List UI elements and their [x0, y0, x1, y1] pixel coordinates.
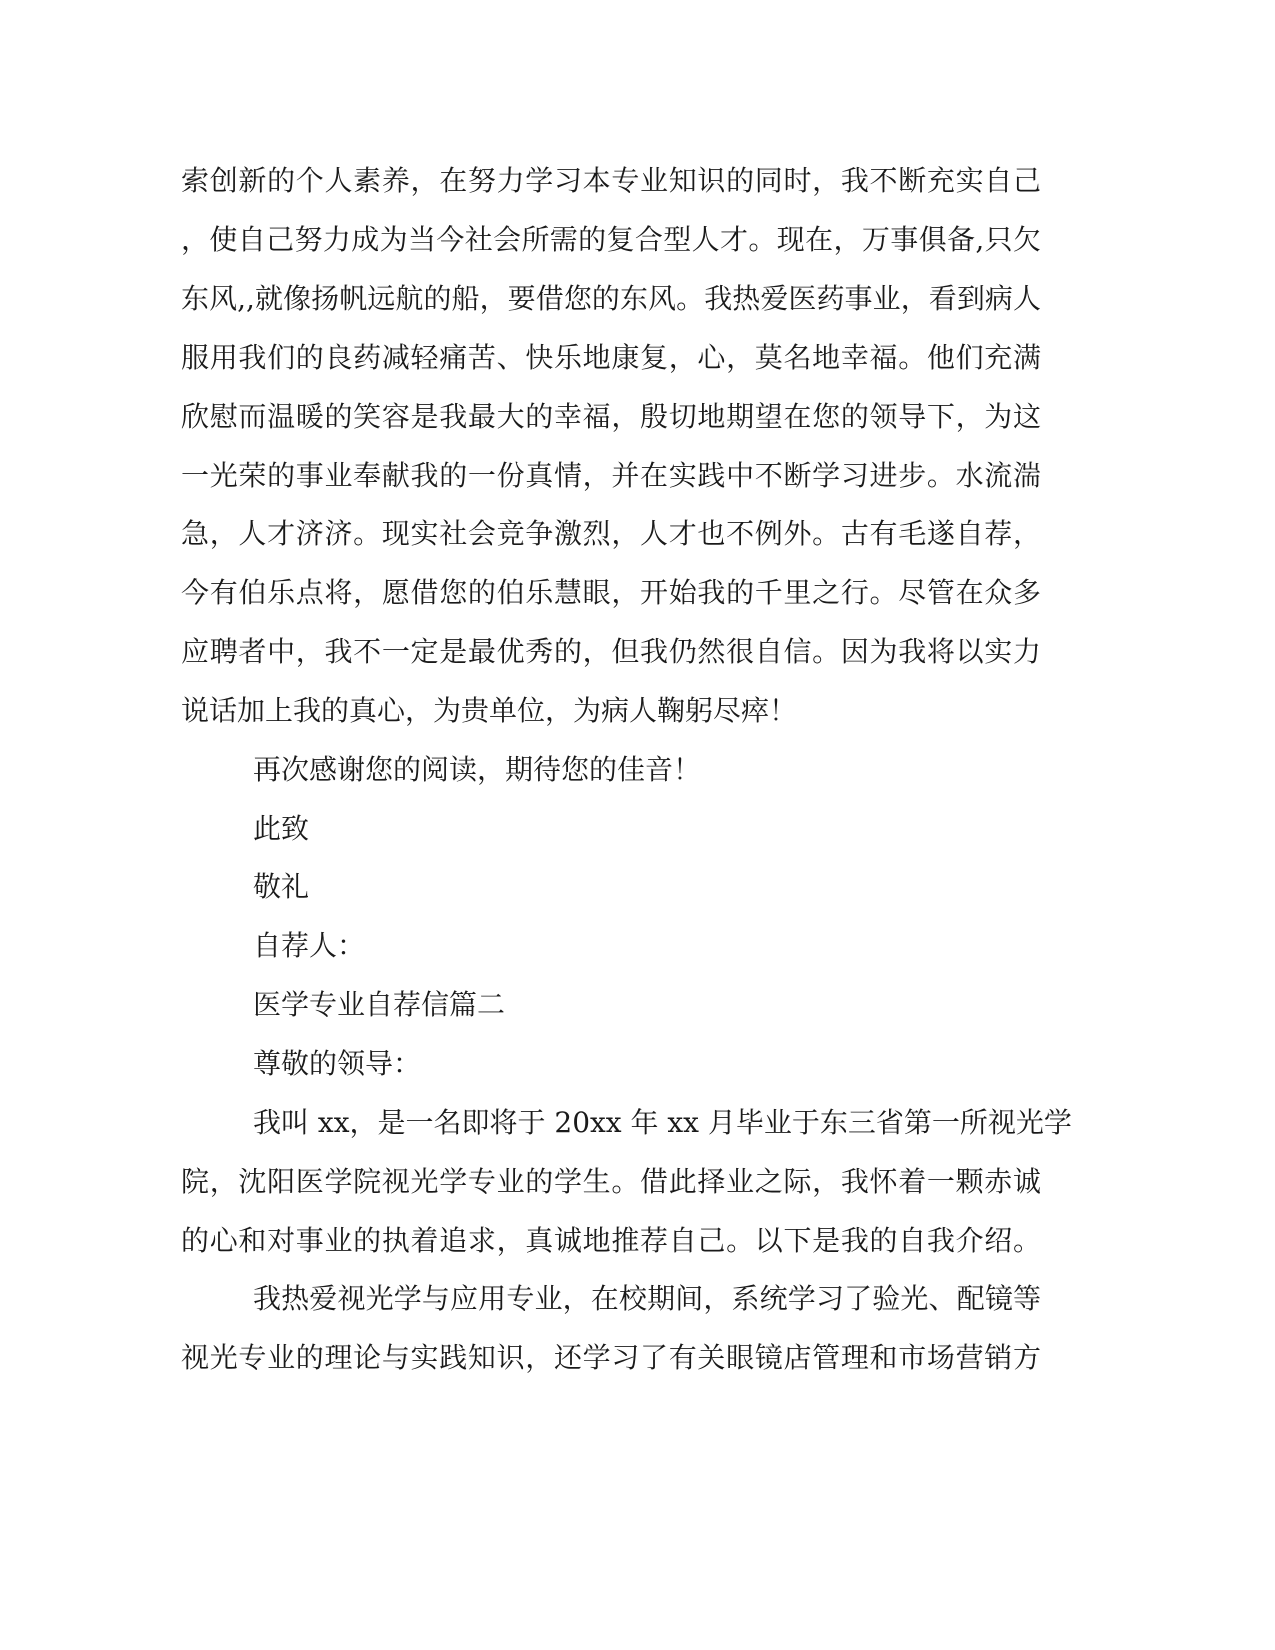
- paragraph-line: 应聘者中，我不一定是最优秀的，但我仍然很自信。因为我将以实力: [181, 635, 1041, 668]
- paragraph-line: 我热爱视光学与应用专业，在校期间，系统学习了验光、配镜等: [253, 1282, 1041, 1315]
- paragraph-line: 欣慰而温暖的笑容是我最大的幸福，殷切地期望在您的领导下，为这: [181, 400, 1041, 433]
- paragraph-line: 急，人才济济。现实社会竞争激烈，人才也不例外。古有毛遂自荐，: [181, 517, 1041, 550]
- paragraph-line: 我叫 xx，是一名即将于 20xx 年 xx 月毕业于东三省第一所视光学: [253, 1106, 1072, 1139]
- paragraph-line: 院，沈阳医学院视光学专业的学生。借此择业之际，我怀着一颗赤诚: [181, 1165, 1041, 1198]
- paragraph-line: 一光荣的事业奉献我的一份真情，并在实践中不断学习进步。水流湍: [181, 459, 1041, 492]
- paragraph-line: 索创新的个人素养，在努力学习本专业知识的同时，我不断充实自己: [181, 164, 1041, 197]
- closing-thanks: 再次感谢您的阅读，期待您的佳音！: [253, 753, 702, 786]
- section-heading: 医学专业自荐信篇二: [253, 988, 506, 1021]
- signature-label: 自荐人：: [253, 929, 366, 962]
- paragraph-line: 视光专业的理论与实践知识，还学习了有关眼镜店管理和市场营销方: [181, 1341, 1041, 1374]
- paragraph-line: 今有伯乐点将，愿借您的伯乐慧眼，开始我的千里之行。尽管在众多: [181, 576, 1041, 609]
- paragraph-line: 东风,,就像扬帆远航的船，要借您的东风。我热爱医药事业，看到病人: [181, 282, 1041, 315]
- paragraph-line: ，使自己努力成为当今社会所需的复合型人才。现在，万事俱备,只欠: [181, 223, 1041, 256]
- paragraph-line: 服用我们的良药减轻痛苦、快乐地康复，心，莫名地幸福。他们充满: [181, 341, 1041, 374]
- paragraph-line: 的心和对事业的执着追求，真诚地推荐自己。以下是我的自我介绍。: [181, 1224, 1041, 1257]
- paragraph-line: 说话加上我的真心，为贵单位，为病人鞠躬尽瘁！: [181, 694, 798, 727]
- greeting-line: 尊敬的领导：: [253, 1047, 422, 1080]
- salutation-jingli: 敬礼: [253, 870, 310, 903]
- salutation-cizhi: 此致: [253, 812, 310, 845]
